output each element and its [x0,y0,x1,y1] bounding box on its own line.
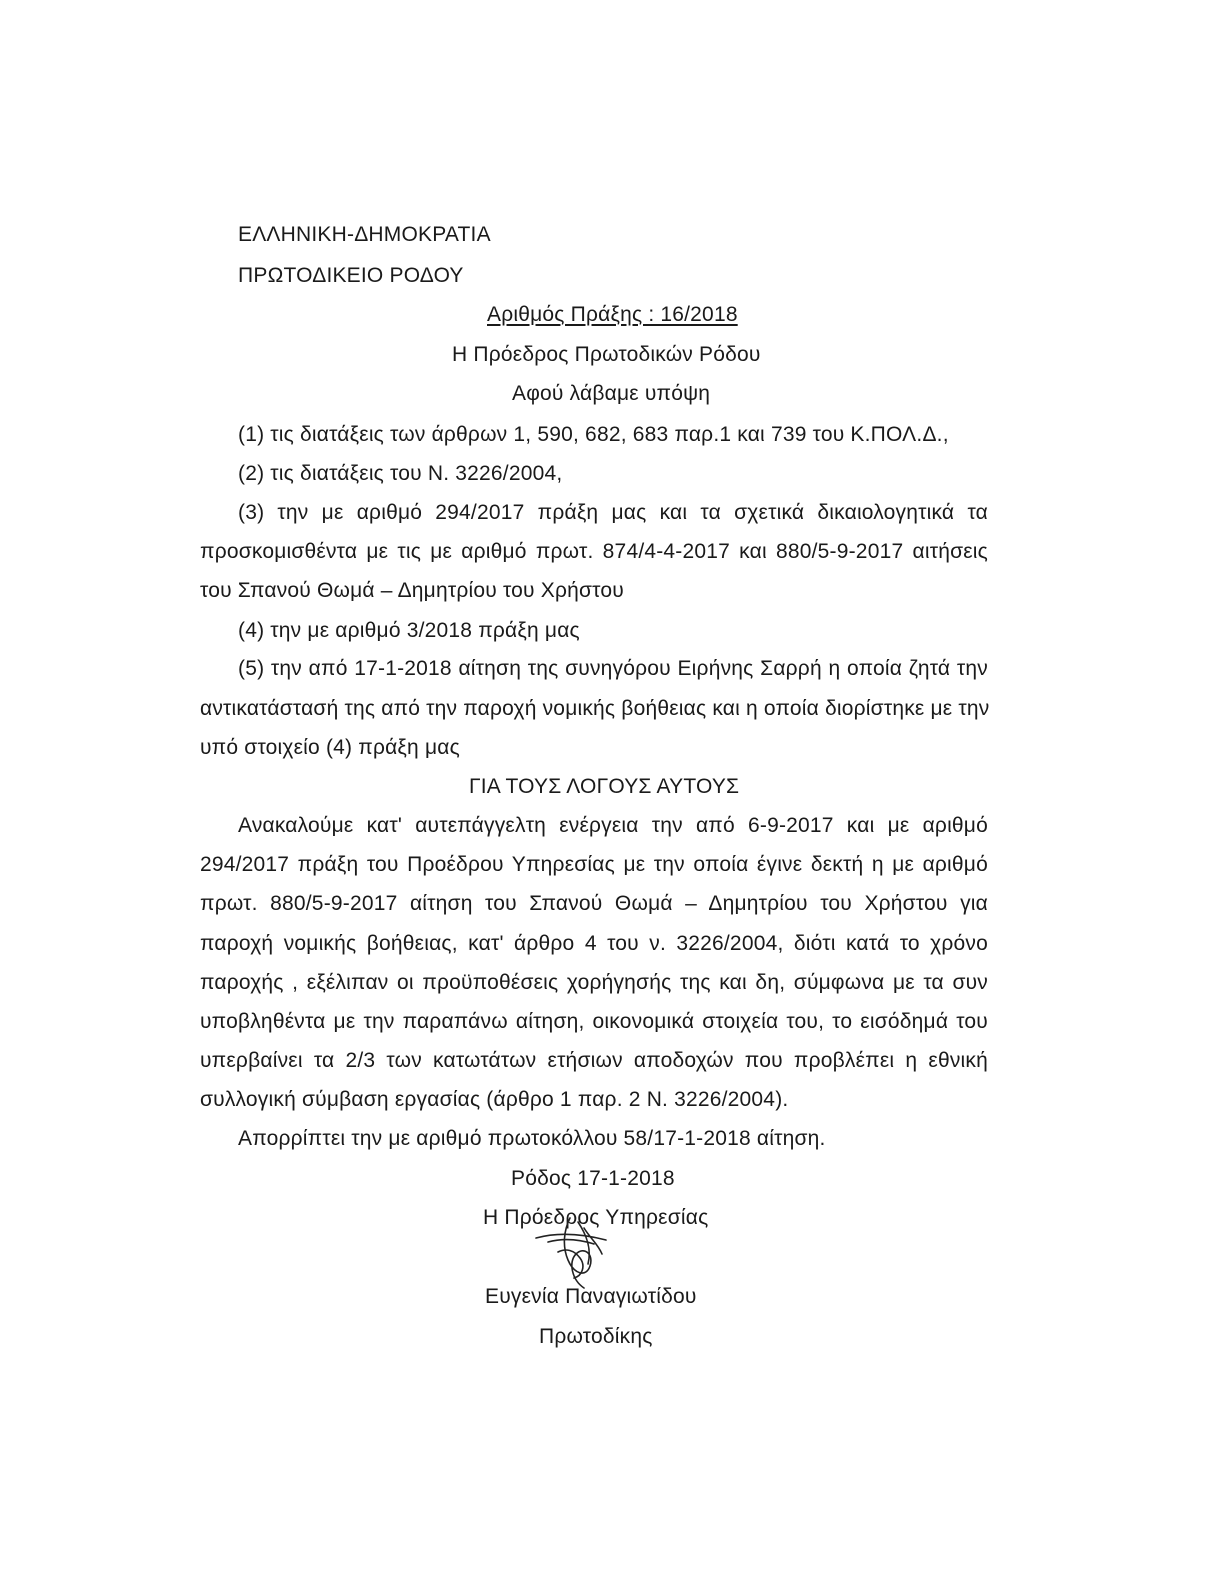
recital-5-line-2: αντικατάστασή της από την παροχή νομικής βοήθειας και η οποία διορίστηκε με την [200,697,990,720]
authority-line: Η Πρόεδρος Πρωτοδικών Ρόδου [452,343,761,366]
decision-line-5: παροχής , εξέλιπαν οι προϋποθέσεις χορήγησής της και δη, σύμφωνα με τα συν [200,971,988,994]
recital-3-line-1: (3) την με αριθμό 294/2017 πράξη μας και τα σχετικά δικαιολογητικά τα [238,501,988,524]
header-republic: ΕΛΛΗΝΙΚΗ-ΔΗΜΟΚΡΑΤΙΑ [238,223,491,246]
reasons-heading: ΓΙΑ ΤΟΥΣ ΛΟΓΟΥΣ ΑΥΤΟΥΣ [469,775,740,798]
decision-line-1: Ανακαλούμε κατ' αυτεπάγγελτη ενέργεια την από 6-9-2017 και με αριθμό [238,814,988,837]
decision-line-7: υπερβαίνει τα 2/3 των κατωτάτων ετήσιων αποδοχών που προβλέπει η εθνική [200,1049,988,1072]
decision-line-6: υποβληθέντα με την παραπάνω αίτηση, οικονομικά στοιχεία του, το εισόδημά του [200,1010,988,1033]
recital-5-line-3: υπό στοιχείο (4) πράξη μας [200,736,460,759]
place-date: Ρόδος 17-1-2018 [511,1167,675,1190]
recital-1: (1) τις διατάξεις των άρθρων 1, 590, 682, 683 παρ.1 και 739 του Κ.ΠΟΛ.Δ., [238,423,949,446]
considering-line: Αφού λάβαμε υπόψη [512,382,711,405]
recital-4: (4) την με αριθμό 3/2018 πράξη μας [238,619,580,642]
recital-5-line-1: (5) την από 17-1-2018 αίτηση της συνηγόρου Ειρήνης Σαρρή η οποία ζητά την [238,657,988,680]
recital-3-line-3: του Σπανού Θωμά – Δημητρίου του Χρήστου [200,579,624,602]
signatory-role: Η Πρόεδρος Υπηρεσίας [483,1206,709,1229]
recital-2: (2) τις διατάξεις του Ν. 3226/2004, [238,462,563,485]
rejection-line: Απορρίπτει την με αριθμό πρωτοκόλλου 58/17-1-2018 αίτηση. [238,1127,826,1150]
signatory-name: Ευγενία Παναγιωτίδου [485,1285,697,1308]
decision-line-8: συλλογική σύμβαση εργασίας (άρθρο 1 παρ. 2 Ν. 3226/2004). [200,1088,789,1111]
decision-line-4: παροχή νομικής βοήθειας, κατ' άρθρο 4 του ν. 3226/2004, διότι κατά το χρόνο [200,932,988,955]
act-number: Αριθμός Πράξης : 16/2018 [487,303,738,326]
recital-3-line-2: προσκομισθέντα με τις με αριθμό πρωτ. 874/4-4-2017 και 880/5-9-2017 αιτήσεις [200,540,988,563]
signatory-title: Πρωτοδίκης [539,1325,653,1348]
decision-line-2: 294/2017 πράξη του Προέδρου Υπηρεσίας με την οποία έγινε δεκτή η με αριθμό [200,853,988,876]
header-court: ΠΡΩΤΟΔΙΚΕΙΟ ΡΟΔΟΥ [238,264,464,287]
decision-line-3: πρωτ. 880/5-9-2017 αίτηση του Σπανού Θωμά – Δημητρίου του Χρήστου για [200,892,988,915]
